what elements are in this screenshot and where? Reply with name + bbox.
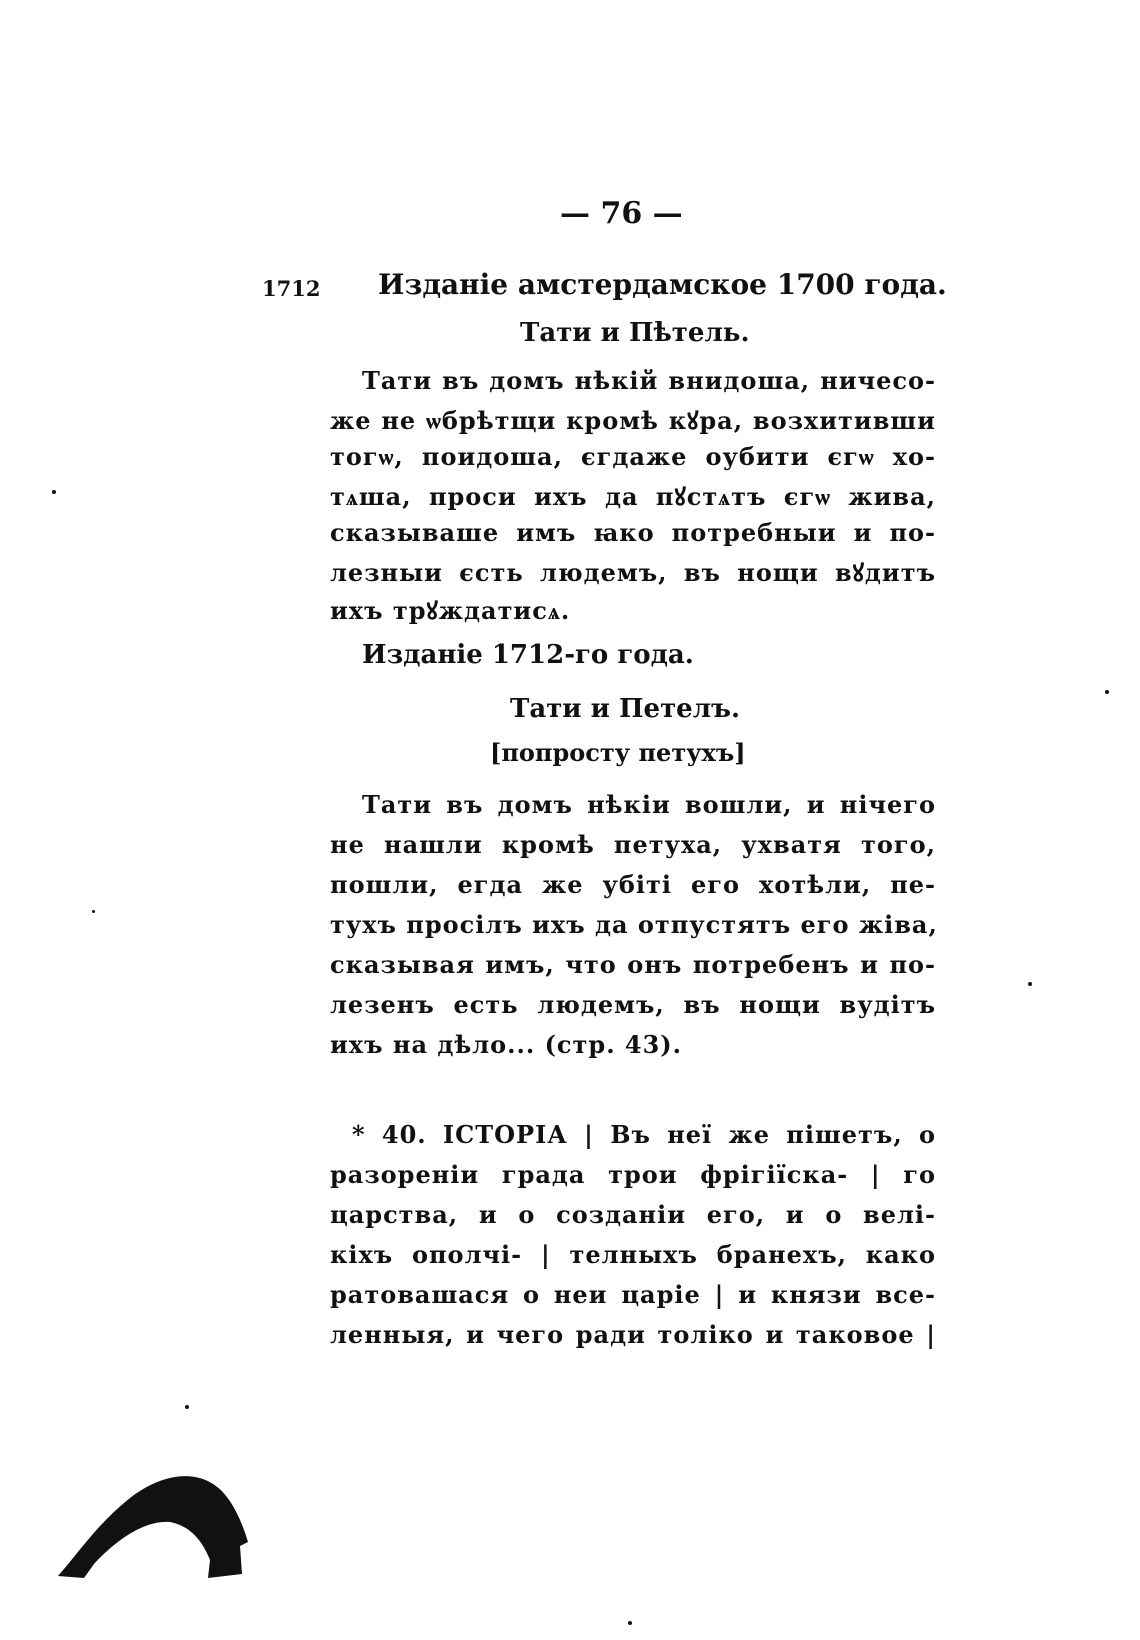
ink-speck (628, 1621, 632, 1625)
entry40-line: ленныя, и чего ради толіко и таковое | (330, 1320, 936, 1349)
section2-line: не нашли кромѣ петуха, ухватя того, (330, 830, 936, 859)
ink-speck (92, 910, 95, 913)
section2-line: ихъ на дѣло... (стр. 43). (330, 1030, 683, 1059)
section1-title: Тати и Пѣтель. (520, 318, 750, 348)
section2-heading: Изданіе 1712-го года. (362, 640, 694, 670)
torn-page-shadow (58, 1468, 248, 1580)
ink-speck (185, 1405, 189, 1409)
entry40-line: кіхъ ополчі- | телныхъ бранехъ, како (330, 1240, 936, 1269)
section1-line: тѧша, проси ихъ да пꙋстѧтъ єгѡ жива, (330, 482, 936, 511)
section2-subtitle: [попросту петухъ] (490, 738, 746, 767)
page-number: — 76 — (560, 196, 683, 231)
ink-speck (52, 490, 56, 494)
section1-line: же не ѡбрѣтщи кромѣ кꙋра, возхитивши (330, 406, 936, 435)
section1-line: лезныи єсть людемъ, въ нощи вꙋдитъ (330, 558, 936, 587)
section1-line: тогѡ, поидоша, єгдаже оубити єгѡ хо- (330, 442, 936, 471)
section1-line: Тати въ домъ нѣкій внидоша, ничесо- (362, 366, 936, 395)
ink-speck (1105, 690, 1109, 694)
section1-line: сказываше имъ ꙗко потребныи и по- (330, 518, 936, 547)
section2-line: тухъ просілъ ихъ да отпустятъ его жіва, (330, 910, 938, 939)
entry40-line: * 40. ІСТОРІА | Въ неї же пішетъ, о (352, 1120, 936, 1149)
entry40-line: ратовашася о неи царіе | и князи все- (330, 1280, 936, 1309)
ink-speck (1028, 982, 1032, 986)
section2-line: пошли, егда же убіті его хотѣли, пе- (330, 870, 936, 899)
section1-heading: Изданіе амстердамское 1700 года. (378, 268, 947, 301)
section2-title: Тати и Петелъ. (510, 694, 741, 724)
side-year-note: 1712 (262, 276, 321, 301)
section1-line: ихъ трꙋждатисѧ. (330, 596, 571, 625)
entry40-line: царства, и о созданіи его, и о велі- (330, 1200, 936, 1229)
section2-line: сказывая имъ, что онъ потребенъ и по- (330, 950, 936, 979)
entry40-line: разореніи града трои фрігіїска- | го (330, 1160, 936, 1189)
section2-line: Тати въ домъ нѣкіи вошли, и нічего (362, 790, 936, 819)
section2-line: лезенъ есть людемъ, въ нощи вудітъ (330, 990, 936, 1019)
